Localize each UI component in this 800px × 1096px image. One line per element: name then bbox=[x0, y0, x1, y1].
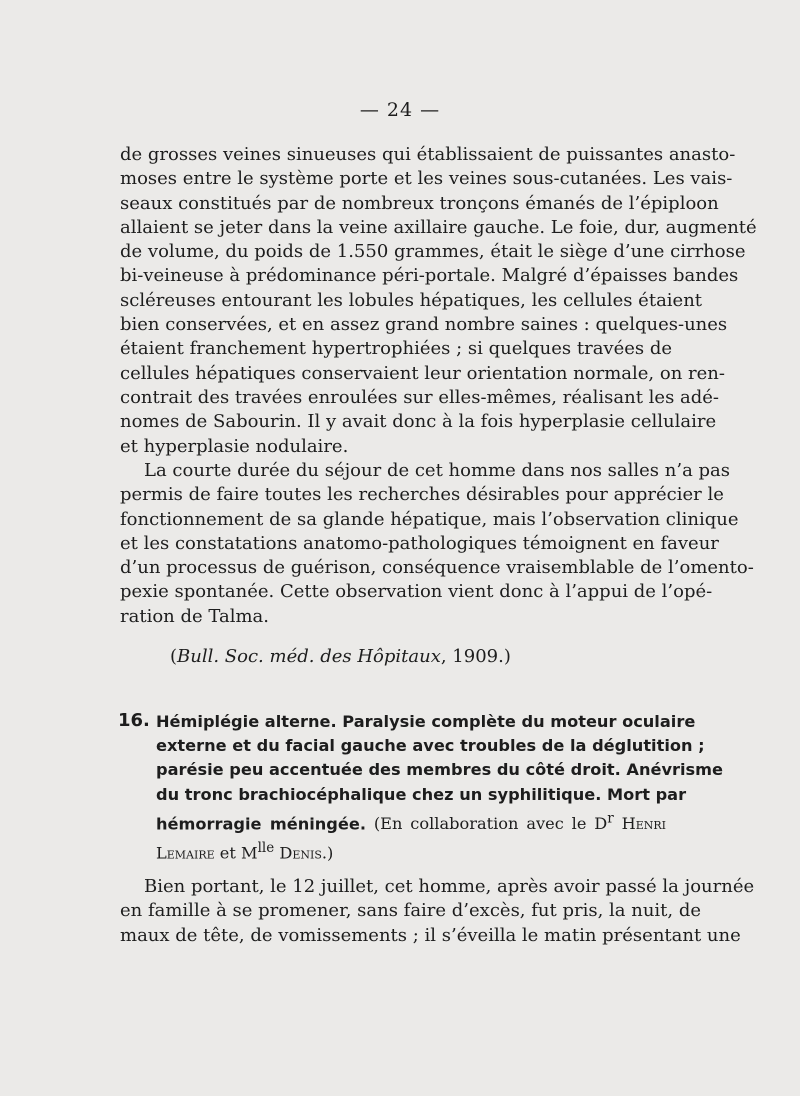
collab-name-last: Lemaire bbox=[156, 843, 215, 863]
entry-title-line: Hémiplégie alterne. Paralysie complète du moteur oculaire bbox=[156, 712, 696, 731]
text-line: pexie spontanée. Cette observation vient donc à l’appui de l’opé- bbox=[120, 581, 713, 603]
entry-title-line: du tronc brachiocéphalique chez un syphilitique. Mort par bbox=[156, 784, 687, 804]
paragraph-conclusion bbox=[120, 459, 754, 629]
collab-name-first: Henri bbox=[613, 814, 666, 834]
entry-title-block bbox=[156, 710, 724, 866]
citation-year: 1909 bbox=[452, 646, 499, 667]
entry-title-line: externe et du facial gauche avec troubles de la déglutition ; bbox=[156, 736, 705, 756]
text-line: en famille à se promener, sans faire d’excès, fut pris, la nuit, de bbox=[120, 900, 702, 922]
text-line: scléreuses entourant les lobules hépatiques, les cellules étaient bbox=[120, 289, 703, 311]
text-line: moses entre le système porte et les veines sous-cutanées. Les vais- bbox=[120, 168, 733, 190]
text-line: contrait des travées enroulées sur elles-mêmes, réalisant les adé- bbox=[120, 386, 720, 408]
collab-name-denis: Denis bbox=[274, 843, 322, 863]
entry-title-line: parésie peu accentuée des membres du côté droit. Anévrisme bbox=[156, 760, 724, 780]
paragraph-cirrhosis-findings bbox=[120, 143, 757, 459]
collab-and: et M bbox=[214, 843, 258, 863]
text-line: d’un processus de guérison, conséquence vraisemblable de l’omento- bbox=[120, 557, 754, 579]
citation-open: ( bbox=[170, 646, 178, 667]
text-line: étaient franchement hypertrophiées ; si quelques travées de bbox=[120, 338, 673, 360]
collab-prefix: (En collaboration avec le D bbox=[366, 814, 608, 834]
entry-number: 16. bbox=[118, 710, 150, 731]
text-line: La courte durée du séjour de cet homme dans nos salles n’a pas bbox=[144, 460, 731, 481]
text-line: permis de faire toutes les recherches désirables pour apprécier le bbox=[120, 484, 724, 506]
citation bbox=[170, 646, 511, 667]
citation-separator: , bbox=[440, 646, 453, 667]
text-line: Bien portant, le 12 juillet, cet homme, après avoir passé la journée bbox=[144, 876, 755, 897]
text-line: et les constatations anatomo-pathologiques témoignent en faveur bbox=[120, 532, 719, 554]
paragraph-case-history bbox=[120, 875, 755, 948]
collab-sup-mlle: lle bbox=[257, 840, 275, 857]
text-line: ration de Talma. bbox=[120, 605, 269, 627]
page-number: — 24 — bbox=[359, 99, 441, 121]
citation-close: .) bbox=[498, 646, 511, 667]
entry-title-line-collab-end bbox=[156, 836, 666, 866]
text-line: allaient se jeter dans la veine axillaire gauche. Le foie, dur, augmenté bbox=[120, 216, 757, 238]
text-line: bi-veineuse à prédominance péri-portale. Malgré d’épaisses bandes bbox=[120, 265, 739, 287]
text-line: cellules hépatiques conservaient leur orientation normale, on ren- bbox=[120, 362, 725, 384]
collab-sup-doctor: r bbox=[607, 810, 614, 827]
text-line: et hyperplasie nodulaire. bbox=[120, 435, 349, 457]
text-line: de grosses veines sinueuses qui établissaient de puissantes anasto- bbox=[120, 144, 736, 165]
text-line: nomes de Sabourin. Il y avait donc à la fois hyperplasie cellulaire bbox=[120, 411, 717, 433]
citation-source: Bull. Soc. méd. des Hôpitaux bbox=[177, 646, 441, 667]
text-line: de volume, du poids de 1.550 grammes, était le siège d’une cirrhose bbox=[120, 241, 746, 263]
entry-title-last: hémorragie méningée. bbox=[156, 814, 366, 834]
text-line: seaux constitués par de nombreux tronçons émanés de l’épiploon bbox=[120, 192, 719, 214]
entry-title-line-collab bbox=[156, 807, 666, 837]
text-line: maux de tête, de vomissements ; il s’éveilla le matin présentant une bbox=[120, 924, 741, 946]
collab-end: .) bbox=[321, 843, 334, 863]
text-line: bien conservées, et en assez grand nombre saines : quelques-unes bbox=[120, 314, 728, 336]
text-line: fonctionnement de sa glande hépatique, mais l’observation clinique bbox=[120, 508, 739, 530]
